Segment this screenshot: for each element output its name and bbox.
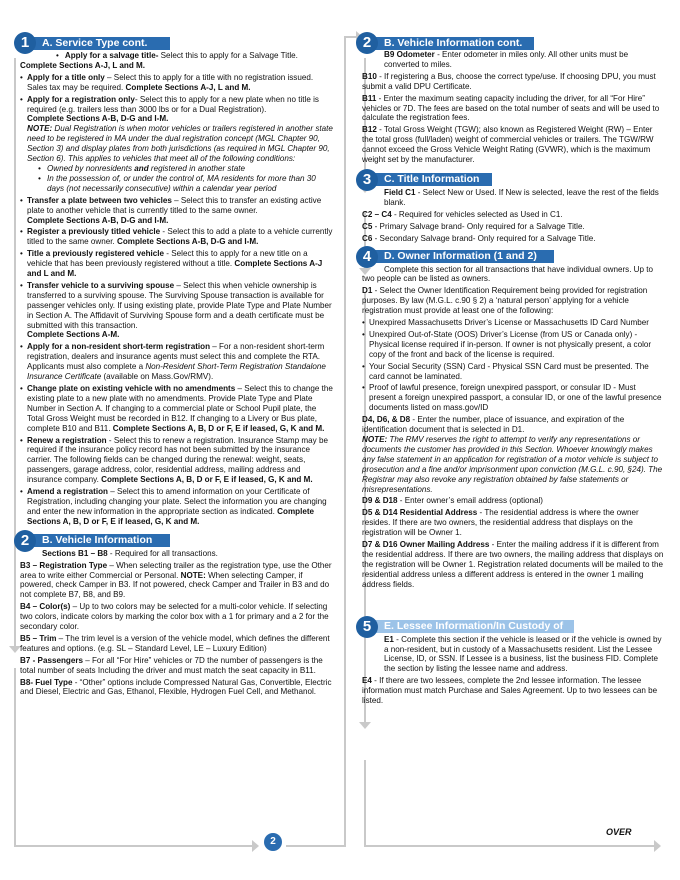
transfer-plate-item xyxy=(20,196,335,226)
right-flow-bottom-arrow xyxy=(654,840,661,852)
d5-lead: D5 & D14 Residential Address xyxy=(362,508,478,518)
cond1-b: registered in another state xyxy=(148,163,245,173)
d7-item xyxy=(362,540,664,590)
c6-item xyxy=(362,234,664,244)
section-2-cont-header xyxy=(362,36,664,50)
over-label: OVER xyxy=(606,827,632,837)
b3-lead: B3 – Registration Type xyxy=(20,560,108,570)
b5-lead: B5 – Trim xyxy=(20,633,57,643)
salvage-title-item: • Apply for a salvage title- Select this to apply for a Salvage Title. xyxy=(56,51,298,60)
b9-item xyxy=(362,50,664,70)
b1-b8-intro xyxy=(20,549,335,559)
b8-lead: B8- Fuel Type xyxy=(20,677,73,687)
section-1-number: 1 xyxy=(14,32,36,54)
c1-item xyxy=(362,188,664,208)
d7-text: - Enter the mailing address if it is different from the residential address. If there are two owners, the mailing address that displays on the registration will be Owner 1. Registration related documents will be mailed to the residential address unless a different address is entered in the owner 1 mailing address fields. xyxy=(362,540,664,589)
page-number-badge: 2 xyxy=(264,833,282,851)
section-2-cont-number: 2 xyxy=(356,32,378,54)
title-prev-lead: Title a previously registered vehicle xyxy=(27,249,165,259)
b12-text: - Total Gross Weight (TGW); also known as Registered Weight (RW) – Enter the total gross (full/laden) weight of commercial vehicles or trailers. The TGW/RW cannot exceed the Gross Vehicle Weight Rating (GVWR), which is the maximum weight set by the manufacturer. xyxy=(362,125,654,165)
c2-c4-lead: C2 – C4 xyxy=(362,209,392,219)
renew-req: Complete Sections A, B, D or F, E if leased, G, K and M. xyxy=(101,475,313,485)
e4-lead: E4 xyxy=(362,676,372,686)
nonres-text: – For a non-resident short-term registration, dealers and insurance agents must select this and complete the RTA. Applicants must also complete a xyxy=(27,342,325,372)
reg-only-text: - Select this to apply for a new plate when no title is required (e.g. trailers less than 3000 lbs or for a Dual Registration). xyxy=(27,94,319,114)
section-2-header xyxy=(20,531,335,549)
d1-text: - Select the Owner Identification Requirement being provided for registration purposes. By law (M.G.L. c.90 § 2) a ‘natural person’ applying for a vehicle registration must provide at least one of the following: xyxy=(362,286,648,316)
nonres-tail: (available on Mass.Gov/RMV). xyxy=(101,372,214,382)
d9-item xyxy=(362,496,664,506)
change-text: – Select this to change the existing plate to a new plate with no amendments. Provide Plate Type and Plate Number in Section A. If changing to a commercial plate or School Pupil plate, the Total Gross Weight must be recorded in B12. If changing to a Livery or Bus plate, complete B10 and B11. xyxy=(27,384,333,433)
title-only-text: – Select this to apply for a title with no registration issued. Sales tax may be required. xyxy=(27,72,314,92)
id-option-2: • Unexpired Out-of-State (OOS) Driver’s License (from US or Canada only) - Physical license required if in-person. If owner is not physically present, a color copy of the front and back of the license is required. xyxy=(362,330,664,360)
salvage-lead: Apply for a salvage title- xyxy=(64,51,159,60)
salvage-text: Select this to apply for a Salvage Title. xyxy=(158,51,298,60)
d1-item xyxy=(362,286,664,316)
mid-flow-line xyxy=(344,36,346,847)
title-prev-text: - Select this to apply for a new title on a vehicle that has been previously registered without a title. xyxy=(27,249,308,269)
transfer-lead: Transfer a plate between two vehicles xyxy=(27,195,172,205)
e1-text: - Complete this section if the vehicle is leased or if the vehicle is owned by a non-resident, but in custody of a Massachusetts resident. List the Lessee License, ID, or SSN. If Lessee is a business, list the business FID. Complete the section by listing the lessee name and address. xyxy=(384,634,662,674)
cond1-a: Owned by nonresidents xyxy=(47,163,135,173)
b4-text: – Up to two colors may be selected for a multi-color vehicle. If selecting two colors, indicate colors by marking the color box with a 1 for primary and a 2 for the secondary color. xyxy=(20,602,329,632)
title-only-req: Complete Sections A-J, L and M. xyxy=(125,82,251,92)
id-option-4: • Proof of lawful presence, foreign unexpired passport, or consular ID - Must present a foreign unexpired passport, a consular ID, or one of the lawful presence documents listed on mass.gov/ID xyxy=(362,383,664,413)
reg-only-lead: Apply for a registration only xyxy=(27,94,135,104)
c1-text: - Select New or Used. If New is selected, leave the rest of the fields blank. xyxy=(384,187,659,207)
d468-lead: D4, D6, & D8 xyxy=(362,415,411,425)
d5-item xyxy=(362,508,664,538)
d468-text: - Enter the number, place of issuance, and expiration of the identification document that is selected in D1. xyxy=(362,415,625,435)
amend-item xyxy=(20,487,335,527)
spouse-lead: Transfer vehicle to a surviving spouse xyxy=(27,280,175,290)
section-1-header xyxy=(20,36,335,50)
register-previously-titled-item xyxy=(20,227,335,247)
change-lead: Change plate on existing vehicle with no amendments xyxy=(27,384,236,393)
amend-lead: Amend a registration xyxy=(27,487,108,497)
reg-prev-text: - Select this to add a plate to a vehicle currently titled to the same owner. xyxy=(27,227,333,247)
id-option-1: • Unexpired Massachusetts Driver’s License or Massachusetts ID Card Number xyxy=(362,318,664,328)
title-only-lead: Apply for a title only xyxy=(27,72,105,82)
transfer-text: – Select this to transfer an existing active plate to another vehicle that is currently titled to the same owner. xyxy=(27,195,322,215)
spouse-text: – Select this when vehicle ownership is transferred to a surviving spouse. The Surviving Spouse transaction is available for passenger vehicles only. If using existing plate, provide Plate Type and Plate Number in Section A. The Affidavit of Surviving Spouse form and a death certificate must be submitted with this transaction. xyxy=(27,280,332,330)
section-4-title: D. Owner Information (1 and 2) xyxy=(372,250,554,263)
change-req: Complete Sections A, B, D or F, E if leased, G, K and M. xyxy=(112,423,325,433)
b3-note-lead: NOTE: xyxy=(180,570,206,580)
section-5-number: 5 xyxy=(356,616,378,638)
b7-item xyxy=(20,656,335,676)
b4-item xyxy=(20,602,335,632)
b3-item xyxy=(20,561,335,601)
id-option-3: • Your Social Security (SSN) Card - Physical SSN Card must be presented. The card cannot be laminated. xyxy=(362,362,664,382)
b10-item xyxy=(362,72,664,92)
section-5-header xyxy=(362,617,664,635)
renew-lead: Renew a registration xyxy=(27,435,107,445)
right-flow-arrow-3 xyxy=(359,722,371,729)
b9-text: - Enter odometer in miles only. All other units must be converted to miles. xyxy=(384,50,629,69)
c1-lead: Field C1 xyxy=(384,187,416,197)
section-3-header xyxy=(362,170,664,188)
e4-text: - If there are two lessees, complete the 2nd lessee information. The lessee information must match Purchase and Sales Agreement. Up to two lessees can be listed. xyxy=(362,676,658,706)
b8-text: - “Other” options include Compressed Natural Gas, Convertible, Electric and Diesel, Electric and Gas, Ethanol, Flexible, Hydrogen Fuel Cell, and Methanol. xyxy=(20,677,332,697)
d-intro: Complete this section for all transactions that have individual owners. Up to two people can be listed as owners. xyxy=(362,264,654,284)
dual-condition-2: • In the possession of, or under the control of, MA residents for more than 30 days (not necessarily consecutive) within a calendar year period xyxy=(27,174,335,194)
d-note-text: The RMV reserves the right to attempt to verify any representations or documents the customer has provided in this Section. Whoever knowingly makes any false statement in an application for registration of a motor vehicle is subject to prosecution and a fine and/or imprisonment upon conviction (M.G.L. c.90, §24). The Registrar may also revoke any registration obtained by false statements or misrepresentations. xyxy=(362,435,663,494)
d1-lead: D1 xyxy=(362,286,373,296)
d5-text: - The residential address is where the owner resides. If there are two owners, the residential address that displays on the registration will be Owner 1. xyxy=(362,508,639,538)
section-5-title: E. Lessee Information/In Custody of xyxy=(372,620,574,633)
amend-req: Complete Sections A, B, D or F, E if leased, G, K and M. xyxy=(27,506,315,526)
reg-prev-lead: Register a previously titled vehicle xyxy=(27,227,161,237)
e1-item xyxy=(362,635,664,675)
c2-c4-text: - Required for vehicles selected as Used in C1. xyxy=(391,209,563,219)
left-flow-line-bottom xyxy=(14,668,16,846)
e1-lead: E1 xyxy=(384,634,394,644)
b3-note: When selecting Camper, if powered, check Camper in B3. If not powered, check Camper and Trailer in B3 and do not complete B7, B8, and B9. xyxy=(20,570,330,600)
section-2-title: B. Vehicle Information xyxy=(30,534,170,547)
section-4-header xyxy=(362,247,664,265)
c6-text: - Secondary Salvage brand- Only required for a Salvage Title. xyxy=(372,233,596,243)
title-only-item xyxy=(20,73,335,93)
transfer-req: Complete Sections A-B, D-G and I-M. xyxy=(27,215,169,225)
nonres-lead: Apply for a non-resident short-term registration xyxy=(27,342,211,352)
c5-lead: C5 xyxy=(362,221,373,231)
section-3-title: C. Title Information xyxy=(372,173,492,186)
salvage-requirement: Complete Sections A-J, L and M. xyxy=(20,60,146,70)
renew-item xyxy=(20,436,335,486)
left-column xyxy=(20,36,335,699)
reg-prev-req: Complete Sections A-B, D-G and I-M. xyxy=(116,237,259,247)
d7-lead: D7 & D16 Owner Mailing Address xyxy=(362,540,490,550)
amend-text: – Select this to amend information on your Certificate of Registration, including changing your plate. Select the information you are changing and enter the new information in the appropriate section as indicated. xyxy=(27,487,327,516)
dual-note-text: Dual Registration is when motor vehicles or trailers registered in another state need to be registered in MA under the dual registration concept (MGL Chapter 90, Section 3) and display plates from both jurisdictions (as required in MGL Chapter 90, Section 6). This applies to vehicles that meet all of the following conditions: xyxy=(27,124,333,164)
c2-c4-item xyxy=(362,210,664,220)
section-2-cont-title: B. Vehicle Information cont. xyxy=(372,37,534,50)
section-3-number: 3 xyxy=(356,169,378,191)
e4-item xyxy=(362,676,664,706)
section-4-number: 4 xyxy=(356,246,378,268)
right-flow-bottom-line xyxy=(364,845,654,847)
spouse-req: Complete Sections A-M. xyxy=(27,330,120,340)
d4-d6-d8-item xyxy=(362,415,664,494)
right-flow-line-4 xyxy=(364,760,366,846)
b7-lead: B7 - Passengers xyxy=(20,655,83,665)
nonres-italic: Non-Resident Short-Term Registration Standalone Insurance Certificate xyxy=(27,362,326,382)
reg-only-req: Complete Sections A-B, D-G and I-M. xyxy=(27,114,169,124)
surviving-spouse-item xyxy=(20,281,335,340)
section-1-title: A. Service Type cont. xyxy=(30,37,170,50)
b12-item xyxy=(362,125,664,165)
d9-lead: D9 & D18 xyxy=(362,496,398,506)
dual-note-lead: NOTE: xyxy=(27,124,53,134)
cond1-and: and xyxy=(134,163,149,173)
b9-lead: B9 Odometer xyxy=(384,50,435,59)
b10-lead: B10 xyxy=(362,71,377,81)
title-previously-registered-item xyxy=(20,249,335,279)
d-note-lead: NOTE: xyxy=(362,435,388,444)
b12-lead: B12 xyxy=(362,125,377,135)
dual-condition-1 xyxy=(27,164,335,174)
c6-lead: C6 xyxy=(362,233,373,243)
renew-text: - Select this to renew a registration. Insurance Stamp may be required if the insurance policy record has not been submitted by the insurance carrier. The following fields can be changed during the renewal: weight, seats, passengers, garage address, color, residential address, mailing address and insurance company. xyxy=(27,435,328,485)
b1-b8-text: - Required for all transactions. xyxy=(107,548,218,558)
b1-b8-lead: Sections B1 – B8 xyxy=(42,548,108,558)
bottom-flow-line-left xyxy=(14,845,252,847)
d9-text: - Enter owner’s email address (optional) xyxy=(397,496,544,506)
nonresident-item xyxy=(20,342,335,382)
c5-item xyxy=(362,222,664,232)
bottom-flow-line-mid xyxy=(286,845,344,847)
b7-text: – For all “For Hire” vehicles or 7D the number of passengers is the total number of seats Including the driver and must match the seat capacity in B11. xyxy=(20,655,323,675)
title-prev-req: Complete Sections A-J and L and M. xyxy=(27,259,323,279)
b11-item xyxy=(362,94,664,124)
b4-lead: B4 – Color(s) xyxy=(20,602,71,612)
b11-lead: B11 xyxy=(362,93,377,103)
b11-text: - Enter the maximum seating capacity including the driver, for all “For Hire” vehicles or 7D. The fees are based on the total number of seats and will be used to calculate the registration fees. xyxy=(362,93,660,123)
registration-only-item xyxy=(20,95,335,194)
b5-text: – The trim level is a version of the vehicle model, which defines the different features and options. (e.g. SL – Standard Level, LE – Luxury Edition) xyxy=(20,633,330,653)
left-flow-line-top xyxy=(14,58,16,646)
change-plate-item xyxy=(20,384,335,434)
b10-text: - If registering a Bus, choose the correct type/use. If choosing DPU, you must submit a valid DPU Certificate. xyxy=(362,71,656,91)
b3-text: – When selecting trailer as the registration type, use the Other area to write either Commercial or Personal. xyxy=(20,560,332,580)
b8-item xyxy=(20,678,335,698)
bottom-flow-arrow-left xyxy=(252,840,259,852)
b5-item xyxy=(20,634,335,654)
c5-text: - Primary Salvage brand- Only required for a Salvage Title. xyxy=(372,221,585,231)
section-2-number: 2 xyxy=(14,530,36,552)
right-column xyxy=(362,36,664,708)
